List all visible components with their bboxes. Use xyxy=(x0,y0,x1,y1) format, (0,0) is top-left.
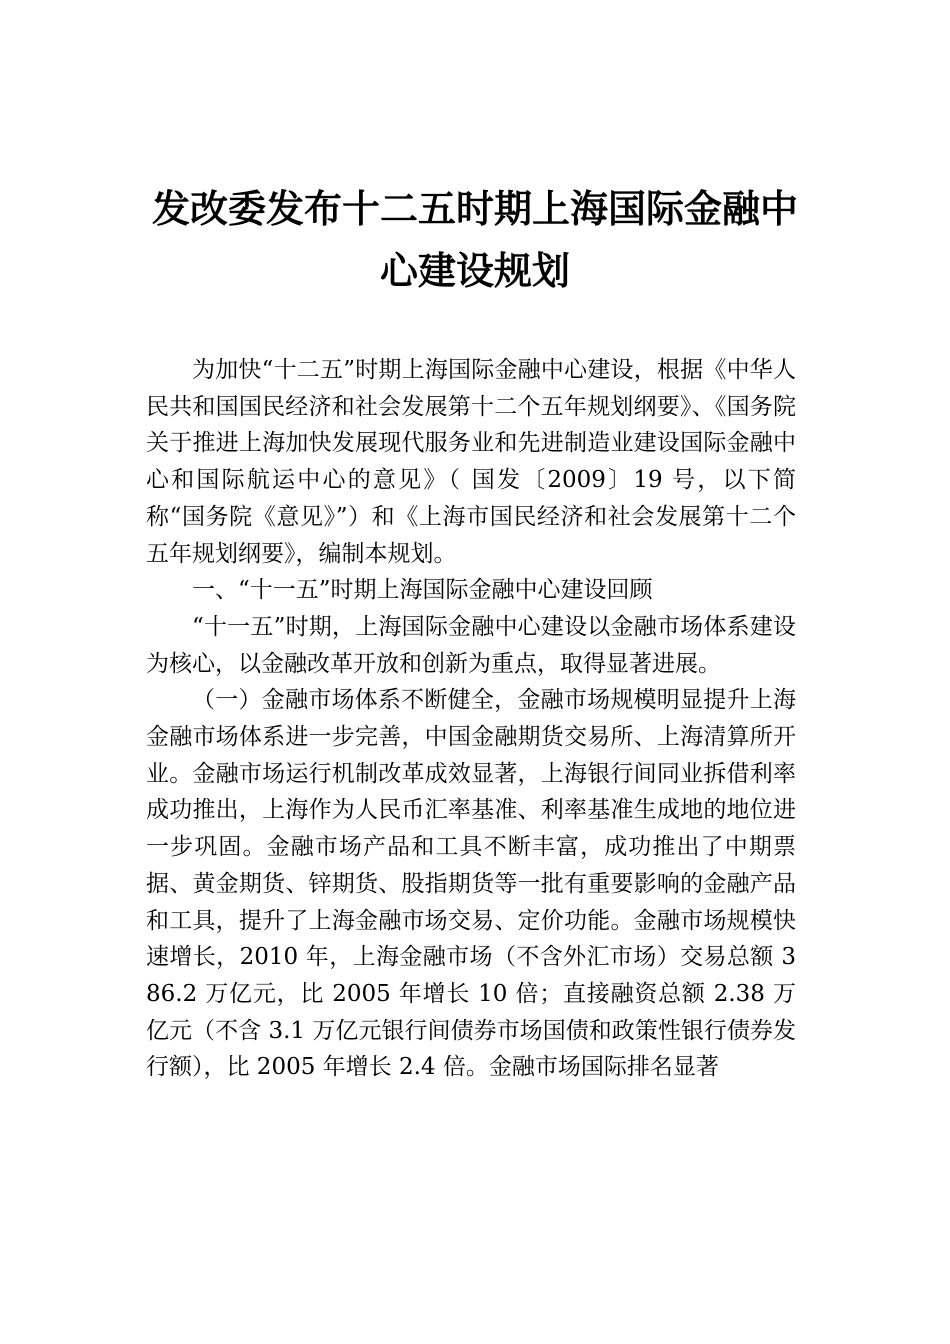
paragraph-overview: “十一五”时期，上海国际金融中心建设以金融市场体系建设为核心，以金融改革开放和创新为重点，取得显著进展。 xyxy=(146,613,796,677)
document-title: 发改委发布十二五时期上海国际金融中心建设规划 xyxy=(151,186,798,293)
section-heading: 一、“十一五”时期上海国际金融中心建设回顾 xyxy=(192,577,653,604)
paragraph-financial-market: （一）金融市场体系不断健全，金融市场规模明显提升上海金融市场体系进一步完善，中国金融期货交易所、上海清算所开业。金融市场运行机制改革成效显著，上海银行间同业拆借利率成功推出，上海作为人民币汇率基准、利率基准生成地的地位进一步巩固。金融市场产品和工具不断丰富，成功推出了中期票据、黄金期货、锌期货、股指期货等一批有重要影响的金融产品和工具，提升了上海金融市场交易、定价功能。金融市场规模快速增长，2010 年，上海金融市场（不含外汇市场）交易总额 386.2 万亿元，比 2005 年增长 10 倍；直接融资总额 2.38 万亿元（不含 3.1 万亿元银行间债券市场国债和政策性银行债券发行额），比 2005 年增长 2.4 倍。金融市场国际排名显著 xyxy=(146,687,796,1081)
document-body xyxy=(146,352,796,1086)
paragraph-intro: 为加快“十二五”时期上海国际金融中心建设，根据《中华人民共和国国民经济和社会发展第十二个五年规划纲要》、《国务院关于推进上海加快发展现代服务业和先进制造业建设国际金融中心和国际航运中心的意见》（ 国发〔2009〕19 号，以下简称“国务院《意见》”）和《上海市国民经济和社会发展第十二个五年规划纲要》，编制本规划。 xyxy=(146,357,796,567)
